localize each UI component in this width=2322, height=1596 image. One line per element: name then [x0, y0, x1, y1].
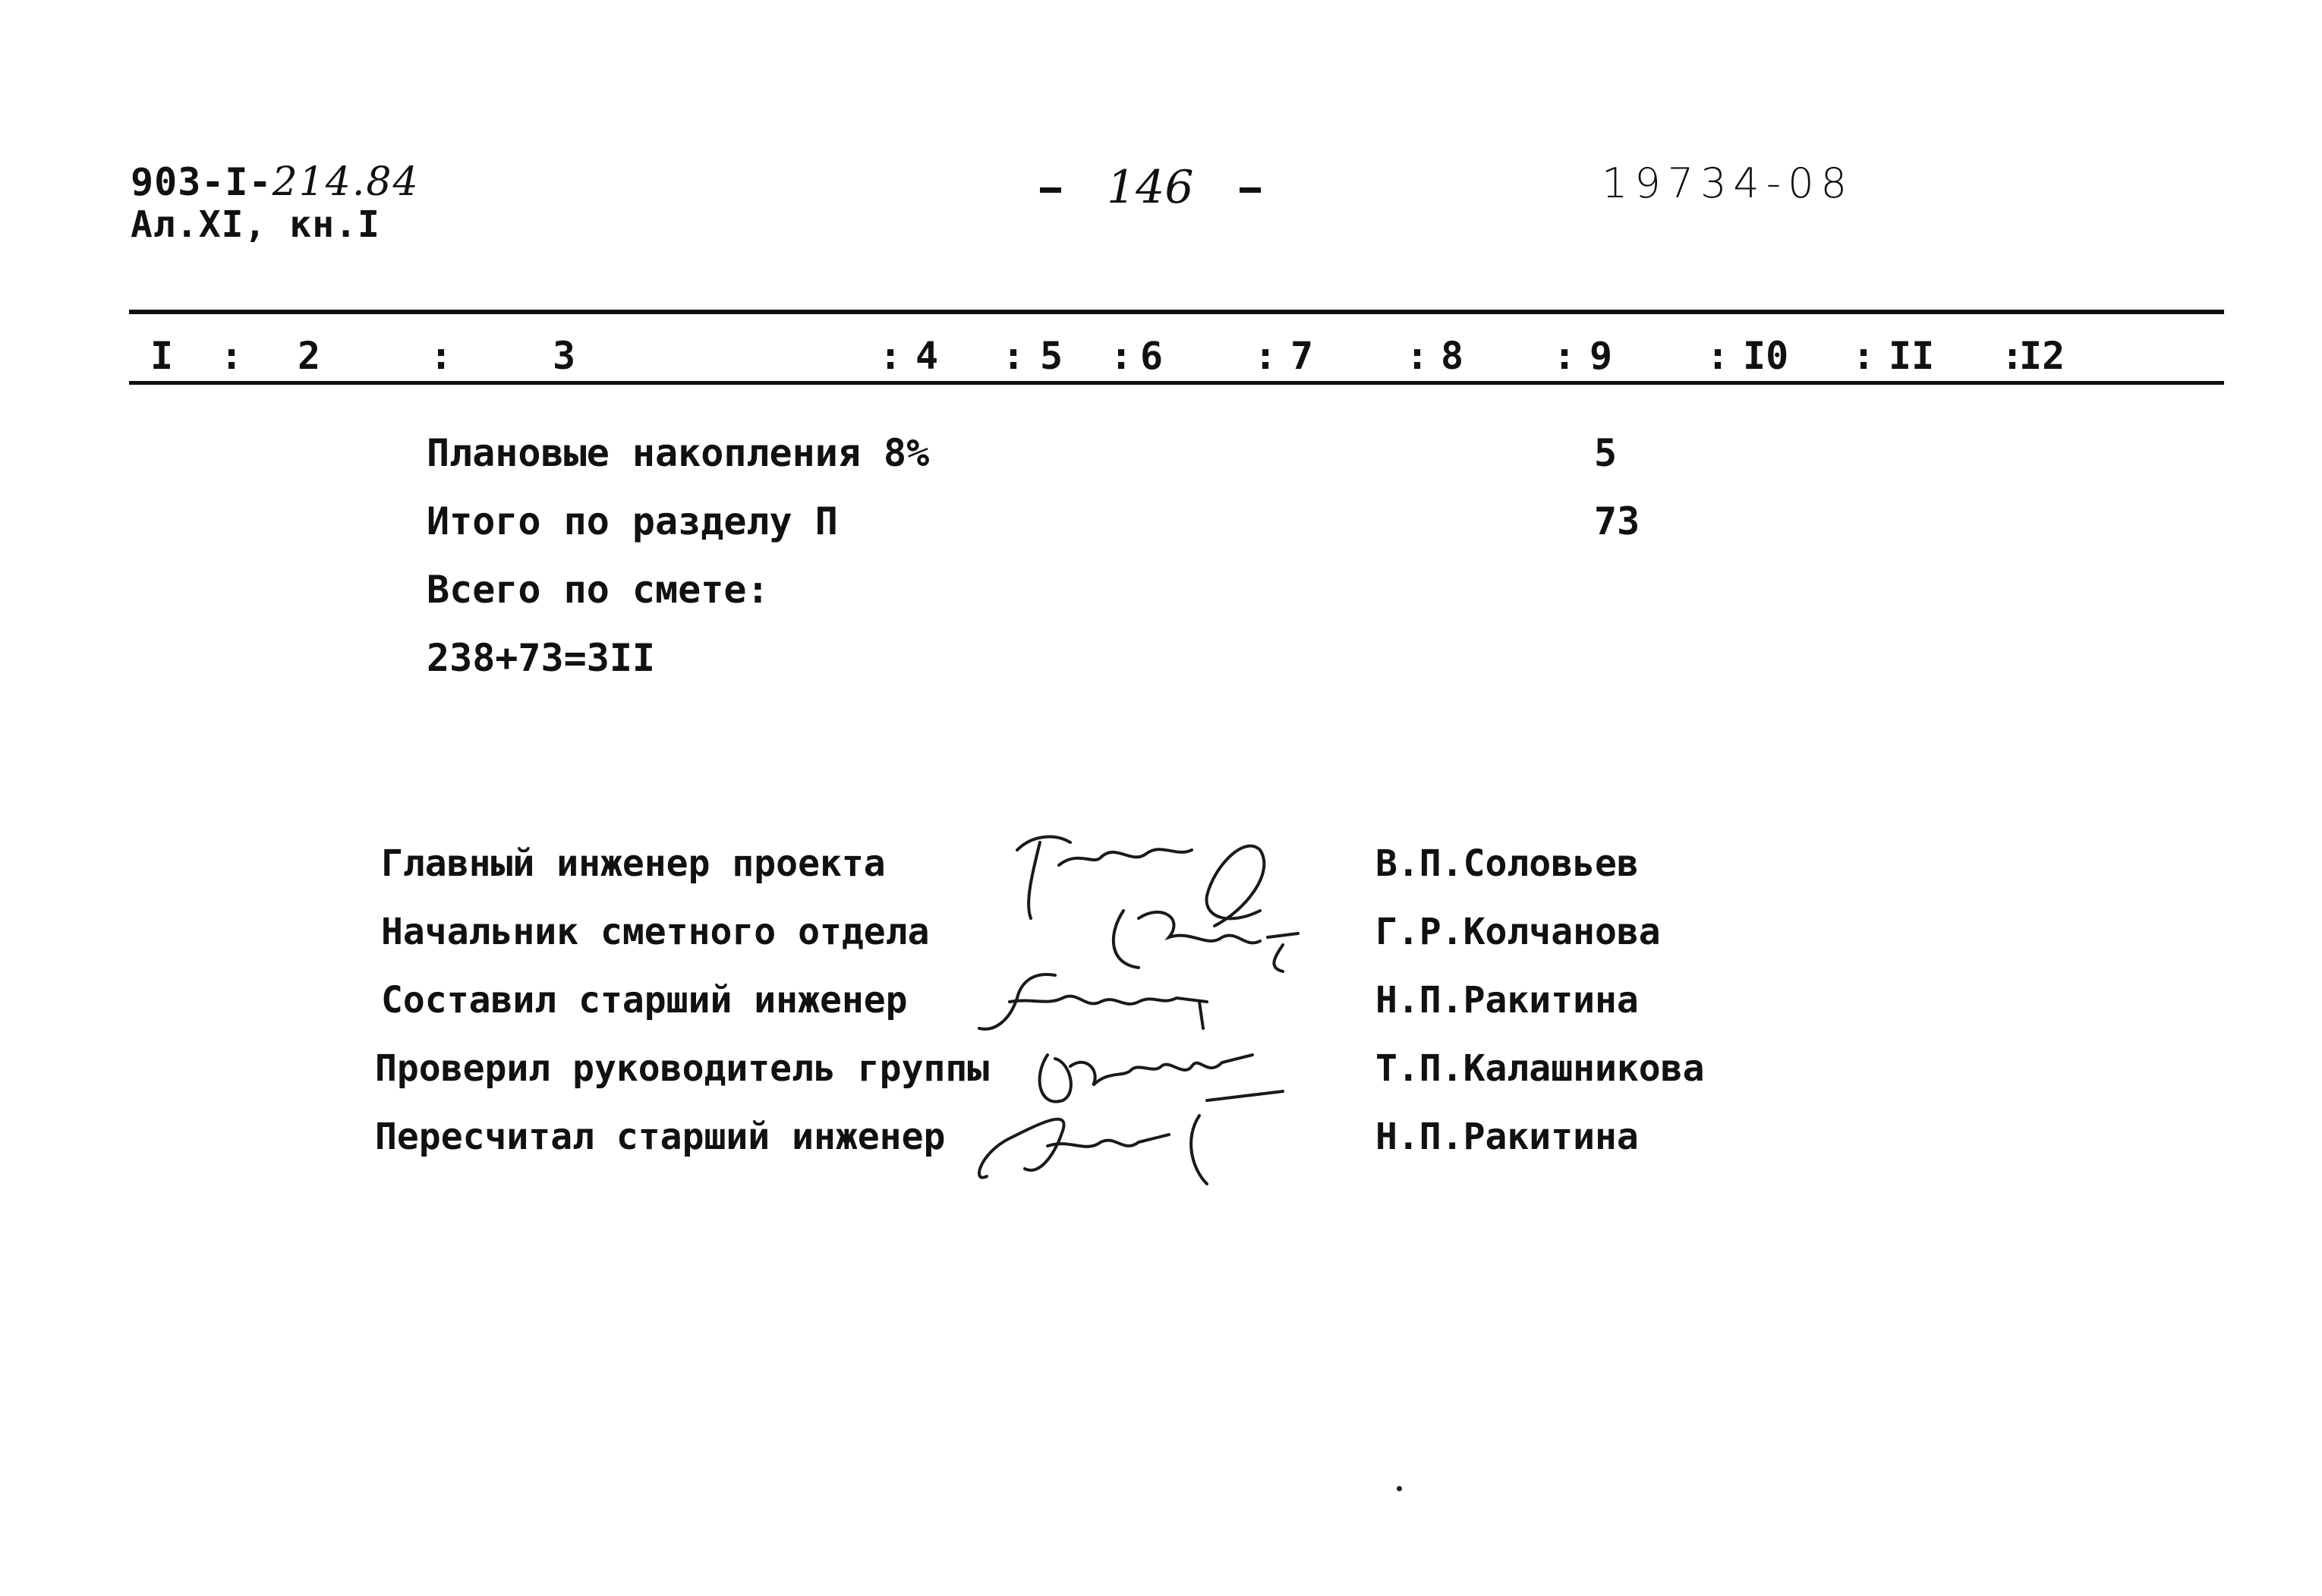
document-code-prefix: 903-I-	[131, 160, 273, 204]
signature-name: Т.П.Калашникова	[1375, 1047, 1705, 1090]
column-number: 4	[915, 334, 939, 378]
signature-role: Начальник сметного отдела	[381, 911, 930, 953]
signature-role: Проверил руководитель группы	[375, 1047, 990, 1090]
column-separator: :	[1254, 334, 1278, 378]
signature-name: Г.Р.Колчанова	[1375, 911, 1661, 953]
column-number: II	[1889, 334, 1935, 378]
row-planned-savings-label: Плановые накопления 8%	[427, 431, 930, 475]
signature-name: В.П.Соловьев	[1375, 842, 1639, 885]
album-reference: Ал.XI, кн.I	[131, 203, 380, 246]
column-separator: :	[220, 334, 244, 378]
header-rule-top	[129, 310, 2224, 314]
row-section-total-value: 73	[1594, 499, 1640, 543]
column-number: 7	[1290, 334, 1314, 378]
page-number-value: 146	[1107, 161, 1194, 214]
column-separator: :	[1110, 334, 1133, 378]
document-code-handwritten: 214.84	[272, 159, 420, 205]
column-number: 3	[553, 334, 576, 378]
row-planned-savings-value: 5	[1594, 431, 1618, 475]
document-number: 19734-08	[1602, 159, 1854, 207]
row-estimate-total-label: Всего по смете:	[427, 568, 770, 612]
column-separator: :	[430, 334, 453, 378]
signature-role: Составил старший инженер	[381, 979, 908, 1022]
column-separator: :	[1852, 334, 1876, 378]
page-dash-right	[1240, 187, 1261, 193]
column-number: 9	[1589, 334, 1613, 378]
column-separator: :	[1553, 334, 1577, 378]
header-rule-bottom	[129, 381, 2224, 385]
signature-name: Н.П.Ракитина	[1375, 1116, 1639, 1158]
page-number	[994, 161, 1306, 214]
document-code	[131, 159, 420, 205]
column-number: 8	[1441, 334, 1464, 378]
column-separator: :	[1706, 334, 1730, 378]
column-number: 6	[1140, 334, 1164, 378]
column-number: 5	[1040, 334, 1063, 378]
column-number: I	[150, 334, 174, 378]
signature-role: Главный инженер проекта	[381, 842, 886, 885]
column-separator: :	[879, 334, 903, 378]
signature-role: Пересчитал старший инженер	[375, 1116, 946, 1158]
row-estimate-formula: 238+73=3II	[427, 636, 656, 680]
signature-scribble-recalculator	[964, 1093, 1237, 1199]
speck	[1397, 1486, 1402, 1491]
column-separator: :	[1406, 334, 1429, 378]
column-number: 2	[298, 334, 321, 378]
column-number: I0	[1743, 334, 1789, 378]
column-number: I2	[2019, 334, 2065, 378]
page-dash-left	[1040, 187, 1061, 193]
column-separator: :	[2001, 334, 2024, 378]
row-section-total-label: Итого по разделу П	[427, 499, 838, 543]
signature-name: Н.П.Ракитина	[1375, 979, 1639, 1022]
column-separator: :	[1002, 334, 1026, 378]
